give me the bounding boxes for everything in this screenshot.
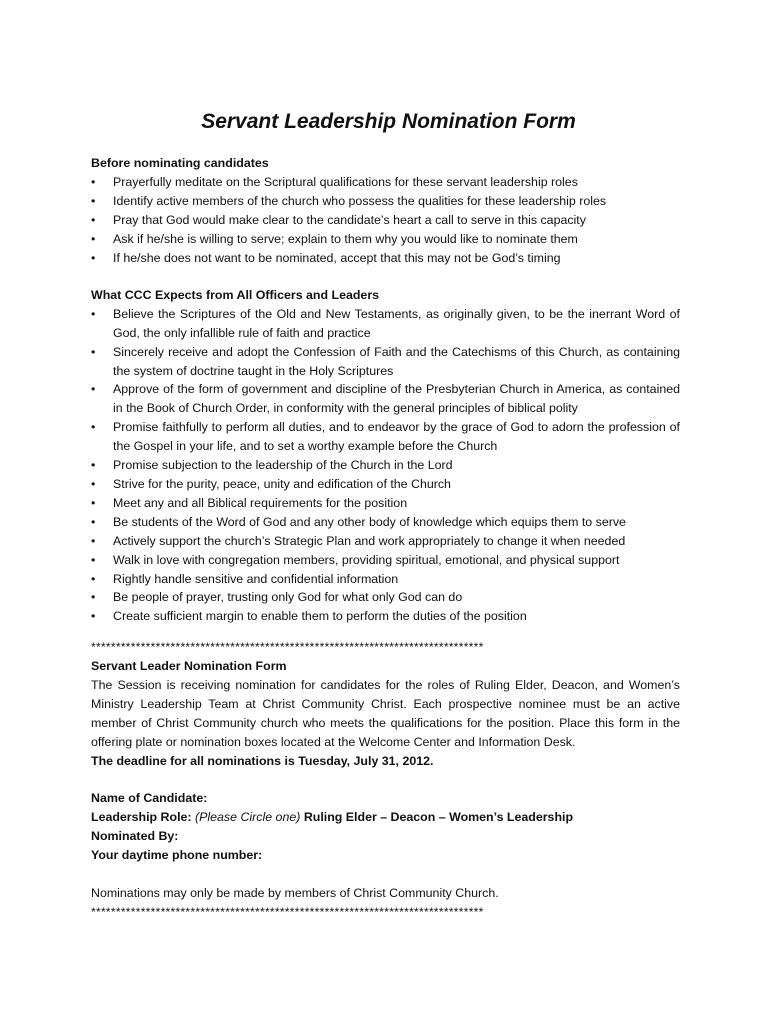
nominated-by-field[interactable]: Nominated By:: [91, 829, 179, 844]
before-nominating-heading: Before nominating candidates: [91, 156, 269, 170]
bullet-icon: •: [91, 552, 96, 567]
footer-note: Nominations may only be made by members of Christ Community Church.: [91, 886, 499, 900]
bullet-icon: •: [91, 174, 96, 189]
role-options[interactable]: Ruling Elder – Deacon – Women’s Leadership: [303, 810, 574, 825]
bullet-icon: •: [91, 495, 96, 510]
bullet-icon: •: [91, 344, 96, 359]
bullet-icon: •: [91, 533, 96, 548]
bullet-icon: •: [91, 231, 96, 246]
list-item: • Sincerely receive and adopt the Confession of Faith and the Catechisms of this Church, as containing the system of doctrine taught in the Holy Scriptures: [91, 344, 680, 378]
bullet-icon: •: [91, 571, 96, 586]
before-nominating-section: [91, 154, 680, 267]
list-item: • Strive for the purity, peace, unity and edification of the Church: [91, 475, 680, 494]
bullet-icon: •: [91, 514, 96, 529]
list-item: • Meet any and all Biblical requirements for the position: [91, 494, 680, 513]
deadline-text: The deadline for all nominations is Tuesday, July 31, 2012.: [91, 753, 434, 768]
bullet-icon: •: [91, 590, 96, 605]
list-item: • Promise faithfully to perform all duties, and to endeavor by the grace of God to adorn the profession of the Gospel in your life, and to set a worthy example before the Church: [91, 420, 680, 454]
page-title: Servant Leadership Nomination Form: [201, 110, 576, 133]
list-item: • Pray that God would make clear to the candidate’s heart a call to serve in this capacity: [91, 211, 680, 230]
list-item: • Walk in love with congregation members, providing spiritual, emotional, and physical support: [91, 551, 680, 570]
list-item: • Prayerfully meditate on the Scriptural qualifications for these servant leadership roles: [91, 173, 680, 192]
list-item: • Actively support the church’s Strategic Plan and work appropriately to change it when needed: [91, 532, 680, 551]
list-item: • Be students of the Word of God and any other body of knowledge which equips them to serve: [91, 513, 680, 532]
nomination-section: [91, 657, 680, 903]
list-item: • Believe the Scriptures of the Old and New Testaments, as originally given, to be the inerrant Word of God, the only infallible rule of faith and practice: [91, 306, 680, 340]
expectations-section: [91, 286, 680, 626]
bullet-icon: •: [91, 193, 96, 208]
expectations-list: [91, 305, 680, 626]
phone-number-field[interactable]: Your daytime phone number:: [91, 848, 263, 863]
separator-bottom: *******************************************************************************: [91, 904, 484, 919]
bullet-icon: •: [91, 250, 96, 265]
bullet-icon: •: [91, 420, 96, 435]
nomination-paragraph: The Session is receiving nomination for candidates for the roles of Ruling Elder, Deacon, and Women’s Ministry Leadership Team at Christ Community Christ. Each prospective nominee must be an active member of Christ Community church who meets the qualifications for the position. Place this form in the offering plate or nomination boxes located at the Welcome Center and Information Desk.: [91, 678, 680, 749]
list-item: • Promise subjection to the leadership of the Church in the Lord: [91, 456, 680, 475]
list-item: • If he/she does not want to be nominated, accept that this may not be God’s timing: [91, 249, 680, 268]
list-item: • Approve of the form of government and discipline of the Presbyterian Church in America, as contained in the Book of Church Order, in conformity with the general principles of biblical polity: [91, 382, 680, 416]
list-item: • Rightly handle sensitive and confidential information: [91, 570, 680, 589]
bullet-icon: •: [91, 477, 96, 491]
leadership-role-field[interactable]: [91, 808, 680, 827]
candidate-name-field[interactable]: Name of Candidate:: [91, 791, 208, 806]
before-nominating-list: [91, 173, 680, 268]
role-hint: (Please Circle one): [194, 810, 301, 825]
bullet-icon: •: [91, 382, 96, 397]
bullet-icon: •: [91, 306, 96, 321]
list-item: • Ask if he/she is willing to serve; explain to them why you would like to nominate them: [91, 230, 680, 249]
list-item: • Create sufficient margin to enable them to perform the duties of the position: [91, 607, 680, 626]
bullet-icon: •: [91, 212, 96, 227]
expectations-heading: What CCC Expects from All Officers and Leaders: [91, 287, 380, 302]
nomination-heading: Servant Leader Nomination Form: [91, 659, 287, 674]
role-label: Leadership Role:: [91, 810, 192, 825]
list-item: • Be people of prayer, trusting only God for what only God can do: [91, 588, 680, 607]
bullet-icon: •: [91, 458, 96, 473]
bullet-icon: •: [91, 609, 96, 624]
list-item: • Identify active members of the church who possess the qualities for these leadership roles: [91, 192, 680, 211]
separator-top: *******************************************************************************: [91, 640, 484, 655]
